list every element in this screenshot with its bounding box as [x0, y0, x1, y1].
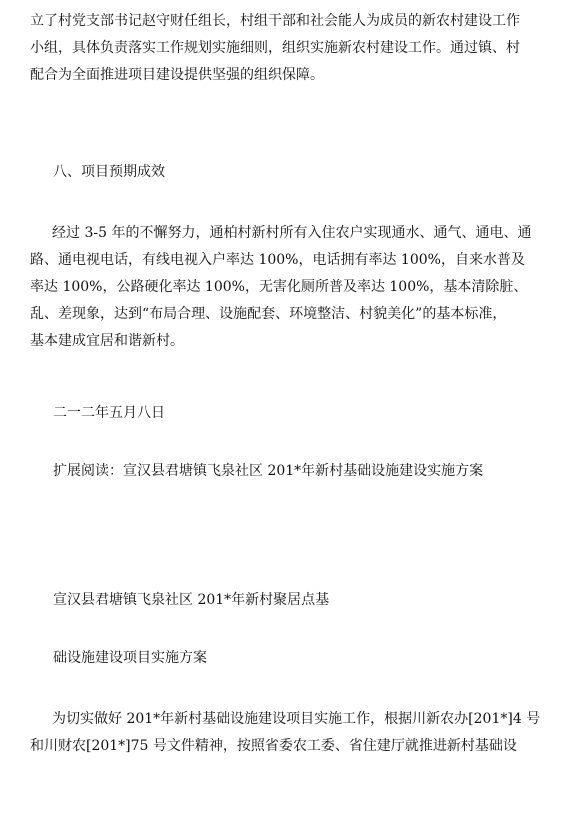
paragraph-line: 小组，具体负责落实工作规划实施细则，组织实施新农村建设工作。通过镇、村: [30, 40, 520, 56]
paragraph-line: 经过 3-5 年的不懈努力，通柏村新村所有入住农户实现通水、通气、通电、通: [52, 225, 532, 241]
paragraph-line: 基本建成宜居和谐新村。: [30, 333, 184, 349]
paragraph-line: 立了村党支部书记赵守财任组长，村组干部和社会能人为成员的新农村建设工作: [30, 13, 520, 29]
paragraph-line: 乱、差现象，达到“布局合理、设施配套、环境整洁、村貌美化”的基本标准，: [30, 306, 507, 322]
paragraph-line: 和川财农[201*]75 号文件精神，按照省委农工委、省住建厅就推进新村基础设: [30, 738, 517, 754]
section-title-line-1: 宣汉县君塘镇飞泉社区 201*年新村聚居点基: [53, 592, 330, 608]
paragraph-line: 路、通电视电话，有线电视入户率达 100%，电话拥有率达 100%，自来水普及: [30, 252, 525, 268]
paragraph-line: 为切实做好 201*年新村基础设施建设项目实施工作，根据川新农办[201*]4 号: [52, 711, 541, 727]
section-heading-expected-results: 八、项目预期成效: [53, 164, 165, 180]
document-date: 二一二年五月八日: [53, 405, 165, 421]
paragraph-line: 率达 100%，公路硬化率达 100%，无害化厕所普及率达 100%，基本清除脏、: [30, 279, 528, 295]
paragraph-organization: [30, 8, 554, 89]
section-title-line-2: 础设施建设项目实施方案: [53, 650, 207, 666]
paragraph-line: 配合为全面推进项目建设提供坚强的组织保障。: [30, 67, 324, 83]
extended-reading-line: 扩展阅读：宣汉县君塘镇飞泉社区 201*年新村基础设施建设实施方案: [53, 463, 484, 479]
paragraph-implementation: [30, 706, 554, 760]
paragraph-expected-results: [30, 220, 554, 355]
